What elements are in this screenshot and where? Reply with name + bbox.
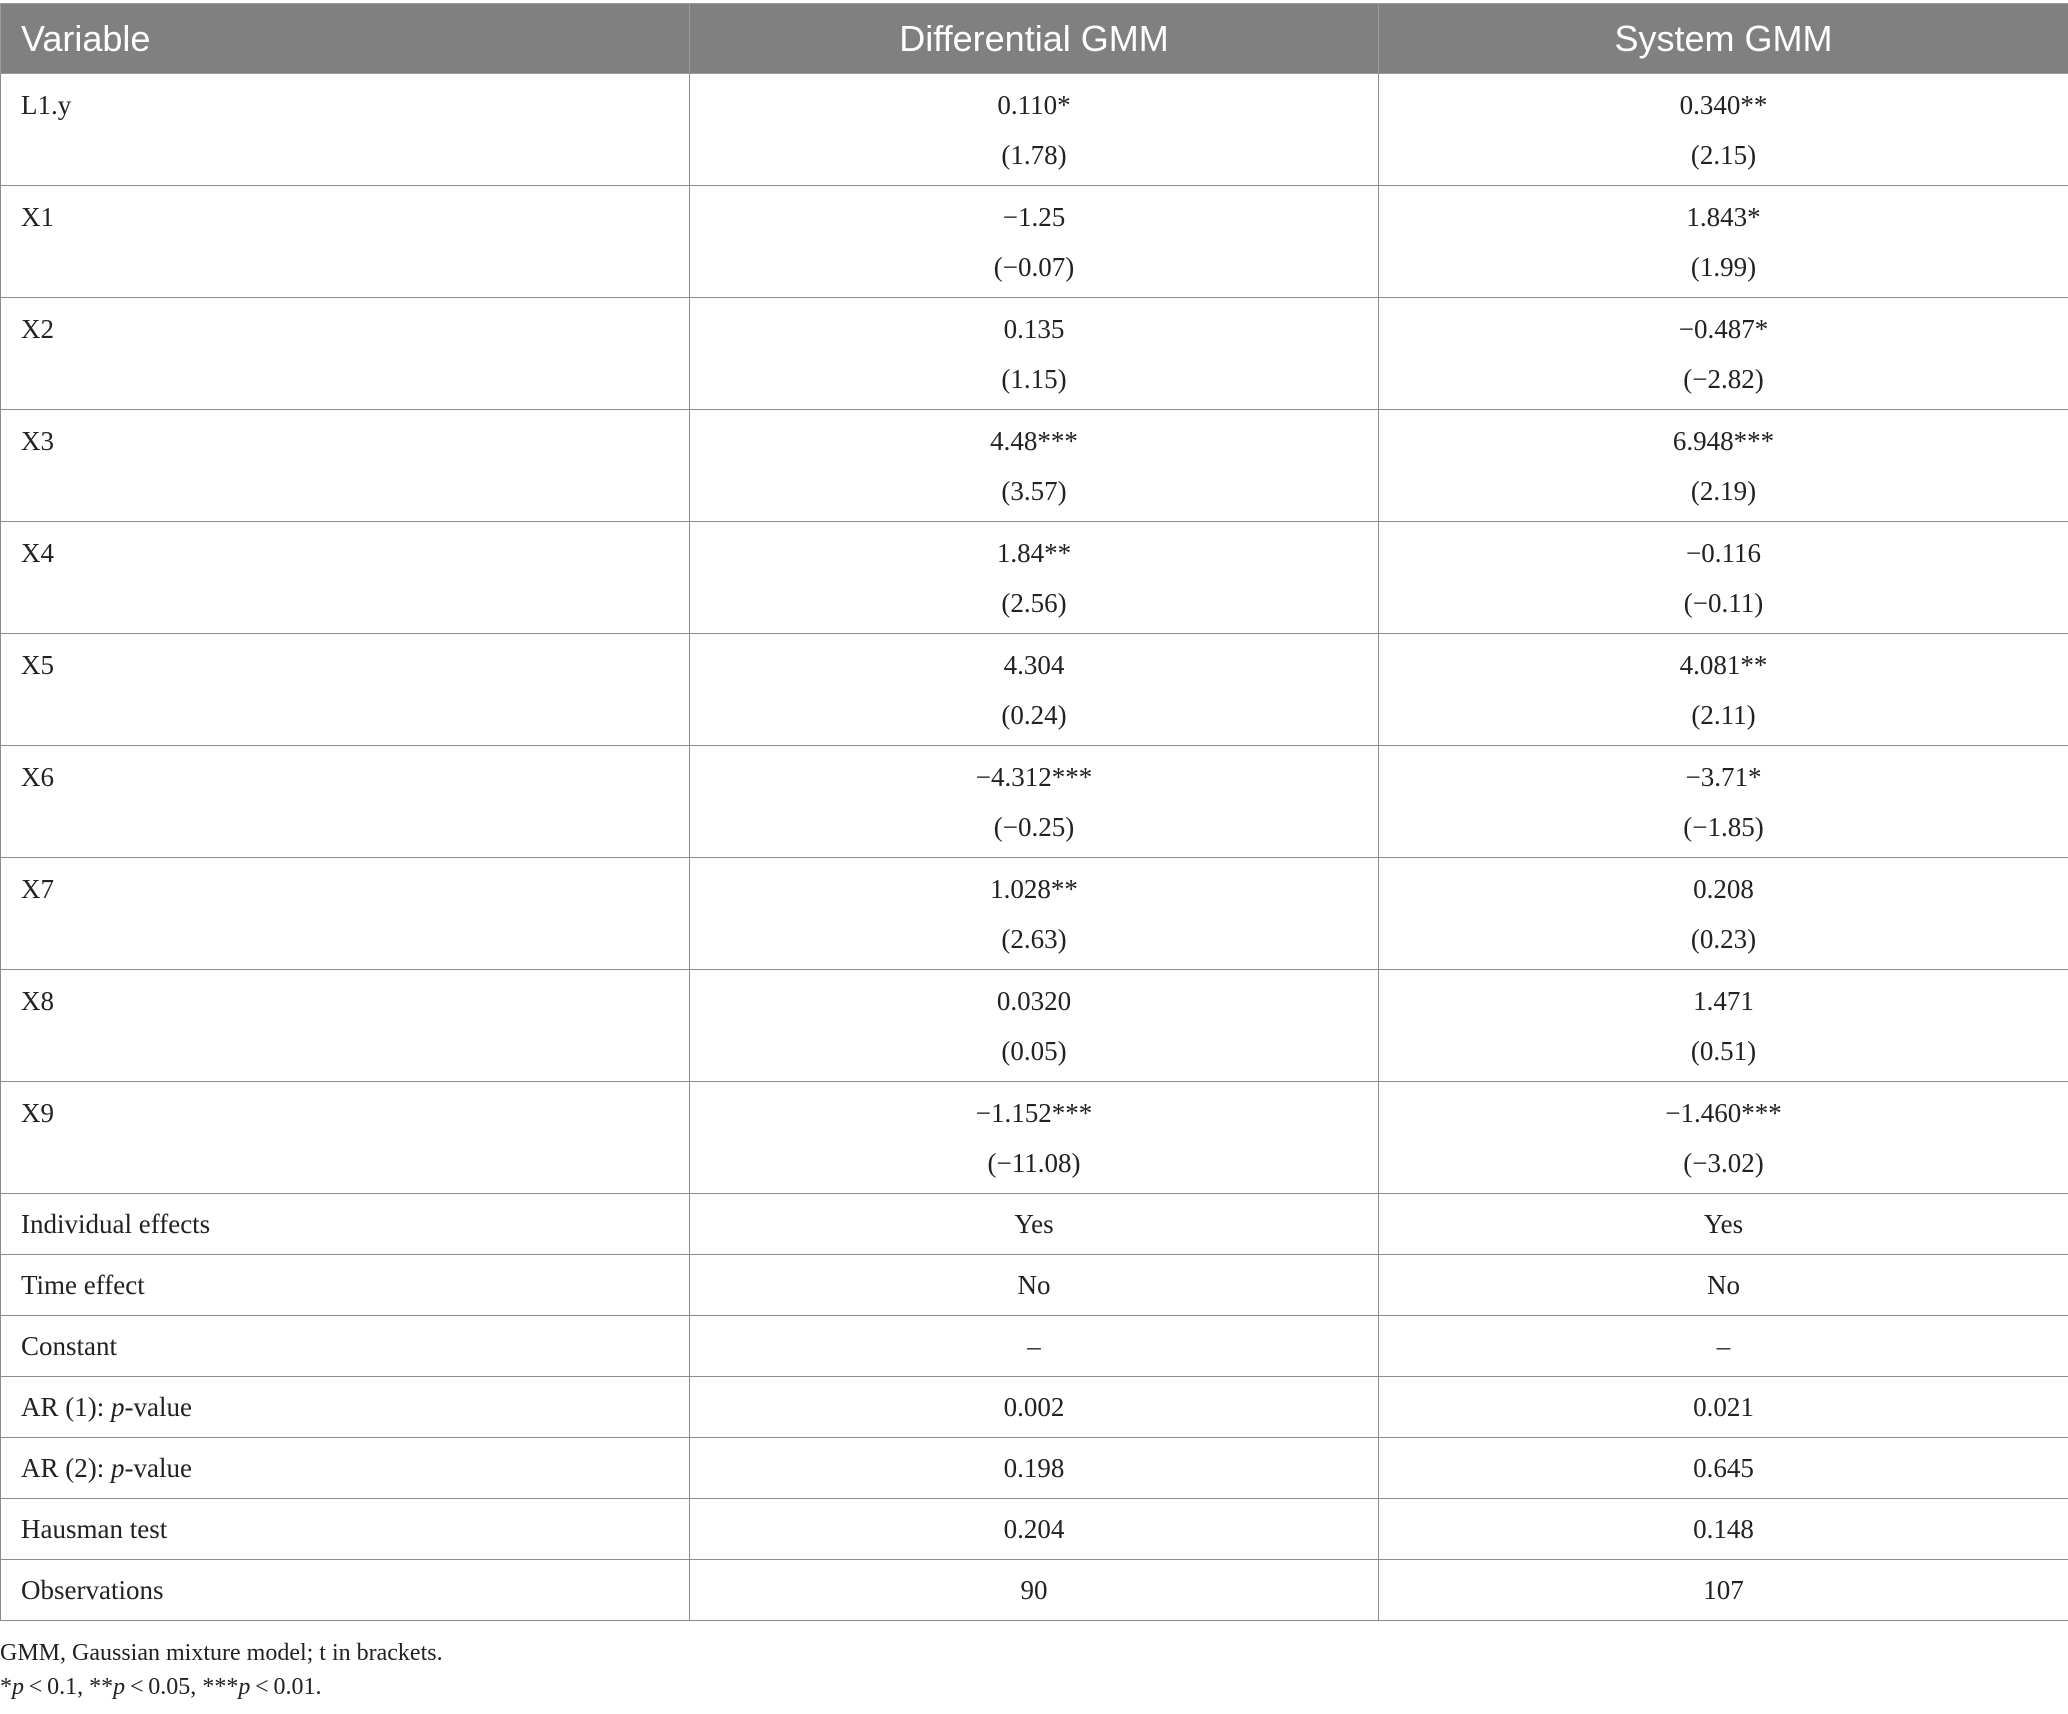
coefficient: 0.110* (997, 90, 1071, 120)
coefficient: 4.081** (1679, 650, 1768, 680)
sys-gmm-cell (1379, 634, 2068, 746)
diff-gmm-cell (690, 1560, 1379, 1621)
t-statistic: (3.57) (1001, 476, 1067, 506)
t-statistic: (−0.25) (993, 812, 1075, 842)
table-row (1, 1377, 2068, 1438)
diff-gmm-cell (690, 1194, 1379, 1255)
t-statistic: (−0.11) (1683, 588, 1764, 618)
diff-gmm-cell (690, 1438, 1379, 1499)
coefficient: −4.312*** (975, 762, 1093, 792)
variable-cell (1, 186, 690, 298)
table-row (1, 186, 2068, 298)
t-statistic: (0.23) (1690, 924, 1757, 954)
stat-value: 0.198 (1003, 1453, 1065, 1483)
diff-gmm-cell (690, 298, 1379, 410)
stat-label-suffix: -value (124, 1392, 192, 1422)
sys-gmm-cell (1379, 186, 2068, 298)
stat-value: No (1707, 1270, 1740, 1300)
table-footnotes (0, 1636, 443, 1704)
stat-value: Yes (1014, 1209, 1054, 1239)
stat-label: Observations (21, 1575, 164, 1605)
coefficient: 0.340** (1679, 90, 1768, 120)
table-row (1, 970, 2068, 1082)
variable-cell (1, 522, 690, 634)
stat-label-cell (1, 1194, 690, 1255)
stat-label-cell (1, 1438, 690, 1499)
table-row (1, 298, 2068, 410)
variable-name: X3 (21, 426, 54, 456)
table-row (1, 410, 2068, 522)
coefficient: −0.116 (1686, 538, 1761, 568)
coefficient: −1.152*** (975, 1098, 1093, 1128)
diff-gmm-cell (690, 970, 1379, 1082)
coefficient: 1.028** (990, 874, 1078, 904)
variable-name: X9 (21, 1098, 54, 1128)
sys-gmm-cell (1379, 1194, 2068, 1255)
sys-gmm-cell (1379, 298, 2068, 410)
stat-label-cell (1, 1377, 690, 1438)
diff-gmm-cell (690, 74, 1379, 186)
t-statistic: (−1.85) (1683, 812, 1764, 842)
t-statistic: (1.78) (1001, 140, 1067, 170)
t-statistic: (2.11) (1691, 700, 1756, 730)
variable-name: X6 (21, 762, 54, 792)
sys-gmm-cell (1379, 1560, 2068, 1621)
table-row (1, 1255, 2068, 1316)
stat-label-cell (1, 1255, 690, 1316)
sys-gmm-cell (1379, 858, 2068, 970)
diff-gmm-cell (690, 1499, 1379, 1560)
sig-threshold: < 0.1, (24, 1674, 90, 1700)
variable-cell (1, 634, 690, 746)
t-statistic: (2.56) (1001, 588, 1067, 618)
sig-stars: * (0, 1674, 12, 1700)
sig-stars: *** (202, 1674, 239, 1700)
footnote-significance (0, 1670, 443, 1704)
stat-label: Hausman test (21, 1514, 168, 1544)
sys-gmm-cell (1379, 1255, 2068, 1316)
stat-value: 107 (1703, 1575, 1744, 1605)
variable-name: X2 (21, 314, 54, 344)
table-row (1, 858, 2068, 970)
t-statistic: (0.05) (1001, 1036, 1067, 1066)
stat-value: 0.021 (1693, 1392, 1754, 1422)
t-statistic: (2.19) (1690, 476, 1757, 506)
stat-value: – (1027, 1331, 1041, 1361)
diff-gmm-cell (690, 634, 1379, 746)
diff-gmm-cell (690, 746, 1379, 858)
table-row (1, 1316, 2068, 1377)
variable-cell (1, 410, 690, 522)
variable-cell (1, 298, 690, 410)
variable-name: X1 (21, 202, 54, 232)
header-row (1, 4, 2068, 74)
table-row (1, 746, 2068, 858)
variable-name: X7 (21, 874, 54, 904)
variable-cell (1, 970, 690, 1082)
diff-gmm-cell (690, 1316, 1379, 1377)
stat-value: Yes (1703, 1209, 1744, 1239)
stat-value: 0.204 (1003, 1514, 1065, 1544)
sys-gmm-cell (1379, 522, 2068, 634)
diff-gmm-cell (690, 186, 1379, 298)
stat-label-suffix: -value (124, 1453, 192, 1483)
stat-value: – (1716, 1331, 1731, 1361)
variable-name: X4 (21, 538, 54, 568)
t-statistic: (1.15) (1001, 364, 1067, 394)
stat-value: 90 (1020, 1575, 1048, 1605)
stat-label (21, 1438, 689, 1482)
stat-label-italic: p (111, 1392, 125, 1422)
table-row (1, 1438, 2068, 1499)
stat-value: 0.002 (1003, 1392, 1065, 1422)
footnote-abbreviation: GMM, Gaussian mixture model; t in brackets. (0, 1640, 443, 1666)
table-row (1, 1194, 2068, 1255)
variable-name: X5 (21, 650, 54, 680)
diff-gmm-cell (690, 1082, 1379, 1194)
stat-value: 0.148 (1693, 1514, 1754, 1544)
table-row (1, 1499, 2068, 1560)
stat-label-italic: p (111, 1453, 125, 1483)
t-statistic: (2.15) (1690, 140, 1757, 170)
stat-label: Constant (21, 1331, 118, 1361)
coefficient: −1.460*** (1665, 1098, 1782, 1128)
sys-gmm-cell (1379, 1438, 2068, 1499)
sig-stars: ** (89, 1674, 114, 1700)
diff-gmm-cell (690, 1255, 1379, 1316)
header-system-gmm: System GMM (1379, 4, 2068, 74)
stat-label-cell (1, 1560, 690, 1621)
coefficient: 0.135 (1003, 314, 1065, 344)
stat-value: No (1017, 1270, 1051, 1300)
t-statistic: (0.51) (1690, 1036, 1757, 1066)
sig-p: p (238, 1674, 251, 1700)
coefficient: −1.25 (1002, 202, 1066, 232)
coefficient: 1.84** (996, 538, 1072, 568)
coefficient: 1.843* (1686, 202, 1761, 232)
t-statistic: (2.63) (1001, 924, 1067, 954)
coefficient: 4.48*** (990, 426, 1078, 456)
stat-label-cell (1, 1316, 690, 1377)
stat-label-prefix: AR (2): (21, 1453, 111, 1483)
stat-label-prefix: AR (1): (21, 1392, 111, 1422)
coefficient: 0.0320 (996, 986, 1072, 1016)
sys-gmm-cell (1379, 410, 2068, 522)
sys-gmm-cell (1379, 970, 2068, 1082)
t-statistic: (−0.07) (993, 252, 1075, 282)
stat-label-cell (1, 1499, 690, 1560)
t-statistic: (1.99) (1690, 252, 1757, 282)
t-statistic: (0.24) (1001, 700, 1067, 730)
sys-gmm-cell (1379, 1377, 2068, 1438)
sys-gmm-cell (1379, 74, 2068, 186)
table-row (1, 74, 2068, 186)
t-statistic: (−11.08) (987, 1148, 1081, 1178)
variable-name: L1.y (21, 90, 72, 120)
stat-value: 0.645 (1693, 1453, 1754, 1483)
sys-gmm-cell (1379, 746, 2068, 858)
variable-cell (1, 74, 690, 186)
table-row (1, 1082, 2068, 1194)
header-variable: Variable (1, 4, 690, 74)
regression-table (0, 3, 2068, 1621)
sig-threshold: < 0.05, (125, 1674, 203, 1700)
t-statistic: (−2.82) (1683, 364, 1764, 394)
stat-label: Individual effects (21, 1209, 211, 1239)
table-row (1, 634, 2068, 746)
sig-p: p (113, 1674, 126, 1700)
table-row (1, 522, 2068, 634)
sys-gmm-cell (1379, 1316, 2068, 1377)
coefficient: −0.487* (1678, 314, 1769, 344)
coefficient: 6.948*** (1672, 426, 1775, 456)
table-row (1, 1560, 2068, 1621)
variable-cell (1, 746, 690, 858)
diff-gmm-cell (690, 858, 1379, 970)
stat-label: Time effect (21, 1270, 145, 1300)
variable-cell (1, 858, 690, 970)
sig-p: p (12, 1674, 24, 1700)
stat-label (21, 1377, 689, 1421)
t-statistic: (−3.02) (1683, 1148, 1764, 1178)
sys-gmm-cell (1379, 1499, 2068, 1560)
coefficient: 1.471 (1693, 986, 1754, 1016)
diff-gmm-cell (690, 1377, 1379, 1438)
sig-threshold: < 0.01. (250, 1674, 322, 1700)
coefficient: −3.71* (1685, 762, 1762, 792)
diff-gmm-cell (690, 522, 1379, 634)
variable-name: X8 (21, 986, 54, 1016)
sys-gmm-cell (1379, 1082, 2068, 1194)
header-differential-gmm: Differential GMM (690, 4, 1379, 74)
coefficient: 0.208 (1693, 874, 1754, 904)
diff-gmm-cell (690, 410, 1379, 522)
coefficient: 4.304 (1003, 650, 1065, 680)
variable-cell (1, 1082, 690, 1194)
